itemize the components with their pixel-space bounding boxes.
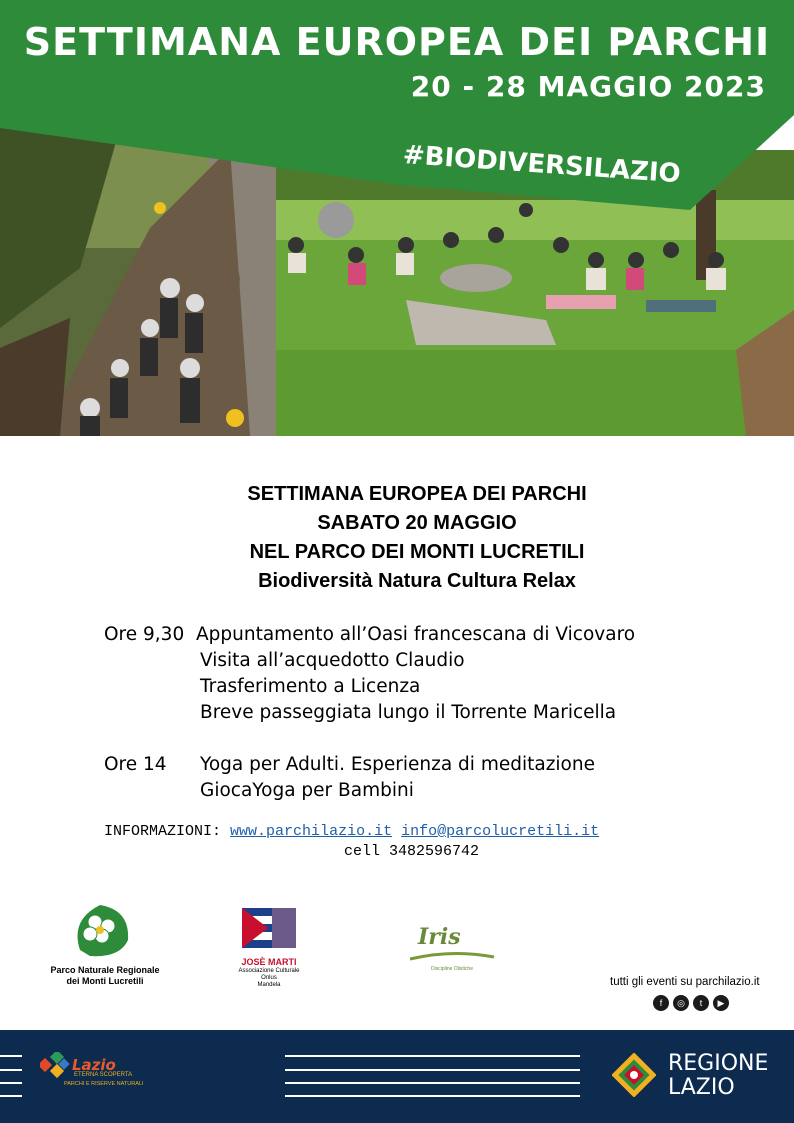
- regione-lazio-emblem-icon: [612, 1053, 656, 1097]
- park-logo: [50, 900, 160, 987]
- footer-line: [0, 1095, 22, 1097]
- event-line: NEL PARCO DEI MONTI LUCRETILI: [249, 541, 585, 563]
- cuba-flag-icon: [232, 908, 306, 952]
- footer-line: [285, 1095, 580, 1097]
- footer-line: [285, 1082, 580, 1084]
- marti-caption: Associazione Culturale Onlus: [238, 968, 300, 981]
- schedule-item: Visita all’acquedotto Claudio: [200, 650, 465, 671]
- footer-line: [285, 1069, 580, 1071]
- lazio-word: Lazio: [72, 1056, 116, 1074]
- footer-line: [0, 1069, 22, 1071]
- header-dates: 20 - 28 MAGGIO 2023: [410, 70, 766, 103]
- iris-caption: Discipline Olistiche: [431, 966, 473, 972]
- event-line: SABATO 20 MAGGIO: [317, 512, 517, 534]
- footer-line: [0, 1055, 22, 1057]
- email-link[interactable]: info@parcolucretili.it: [401, 823, 600, 840]
- website-link[interactable]: www.parchilazio.it: [230, 823, 393, 840]
- instagram-icon[interactable]: ◎: [673, 995, 689, 1011]
- regione-word: REGIONE: [668, 1051, 769, 1076]
- schedule-item: Appuntamento all’Oasi francescana di Vicovaro: [196, 624, 636, 645]
- footer-line: [285, 1055, 580, 1057]
- iris-swoosh-icon: [408, 951, 496, 961]
- schedule-time: Ore 9,30: [104, 624, 185, 645]
- event-line: Biodiversità Natura Cultura Relax: [258, 570, 576, 592]
- event-title-block: [0, 480, 794, 596]
- regione-lazio-wordmark: [668, 1052, 768, 1100]
- twitter-icon[interactable]: t: [693, 995, 709, 1011]
- event-line: SETTIMANA EUROPEA DEI PARCHI: [247, 483, 587, 505]
- iris-logo: [408, 926, 496, 973]
- lazio-sub: ETERNA SCOPERTA: [74, 1072, 133, 1078]
- schedule-item: Yoga per Adulti. Esperienza di meditazione: [200, 754, 595, 775]
- schedule-item: Breve passeggiata lungo il Torrente Maricella: [200, 702, 617, 723]
- schedule-time: Ore 14: [104, 754, 167, 775]
- schedule-item: GiocaYoga per Bambini: [200, 780, 414, 801]
- lazio-word-footer: LAZIO: [668, 1075, 735, 1100]
- facebook-icon[interactable]: f: [653, 995, 669, 1011]
- phone-number: cell 3482596742: [344, 843, 480, 860]
- info-line: [104, 823, 599, 840]
- park-caption: Parco Naturale Regionale: [50, 965, 160, 975]
- social-label: tutti gli eventi su parchilazio.it: [610, 976, 760, 988]
- header-title: SETTIMANA EUROPEA DEI PARCHI: [23, 20, 771, 64]
- footer-line: [0, 1082, 22, 1084]
- marti-caption: Mandela: [257, 982, 281, 988]
- iris-name: Iris: [418, 924, 461, 950]
- social-icons: [653, 995, 729, 1011]
- schedule-item: Trasferimento a Licenza: [200, 676, 421, 697]
- flower-logo-icon: [50, 900, 160, 960]
- lazio-mosaic-icon: [40, 1052, 70, 1082]
- park-caption: dei Monti Lucretili: [66, 976, 144, 986]
- info-label: INFORMAZIONI:: [104, 823, 222, 840]
- lazio-parks: PARCHI E RISERVE NATURALI: [64, 1081, 144, 1087]
- youtube-icon[interactable]: ▶: [713, 995, 729, 1011]
- header-hashtag: #BIODIVERSILAZIO: [401, 140, 682, 190]
- marti-name: JOSÈ MARTI: [241, 957, 297, 967]
- jose-marti-logo: [232, 908, 306, 989]
